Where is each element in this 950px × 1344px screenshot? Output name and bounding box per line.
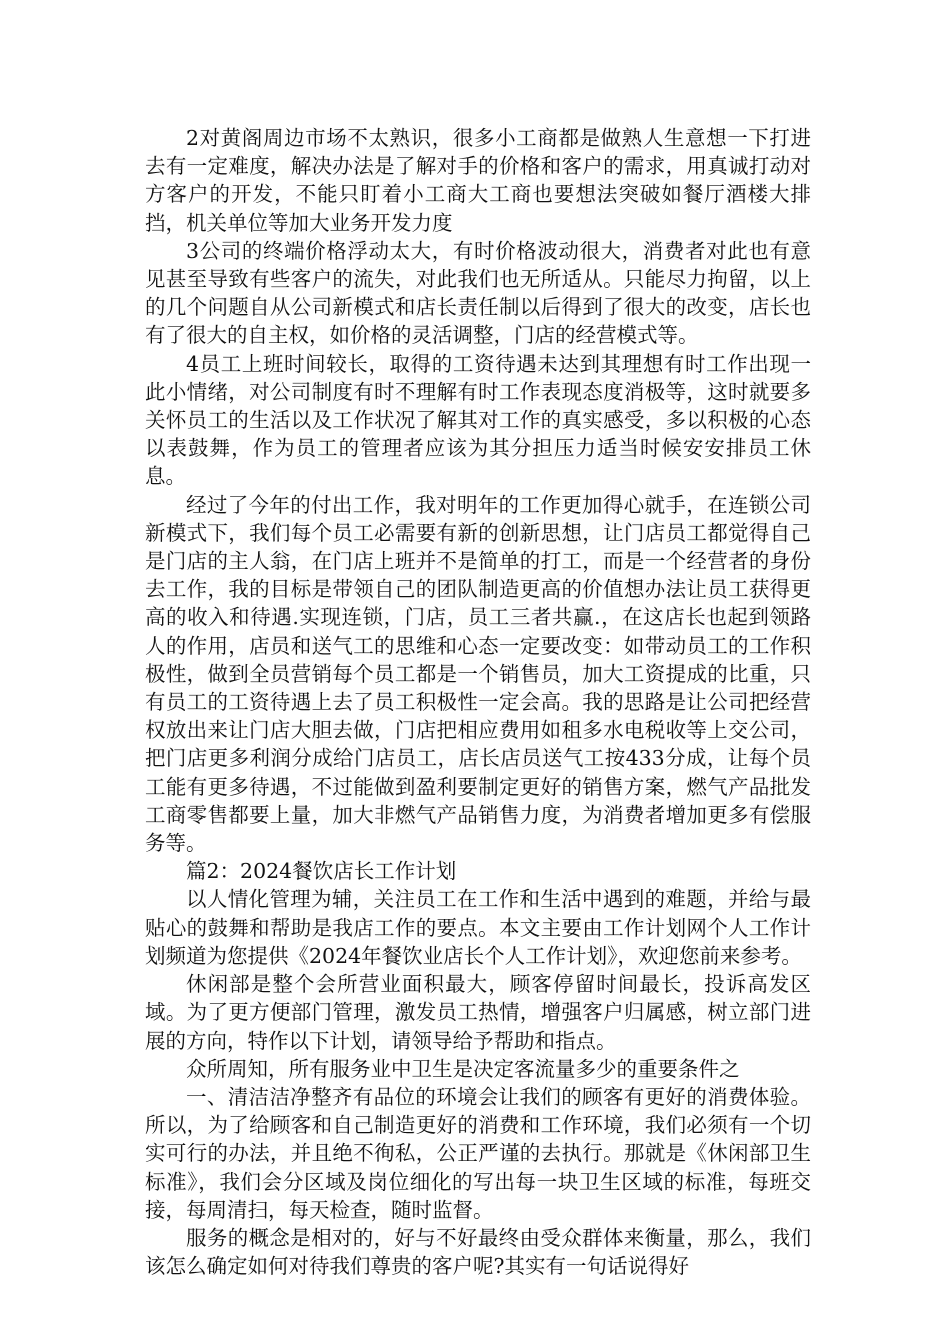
paragraph: 服务的概念是相对的，好与不好最终由受众群体来衡量，那么，我们该怎么确定如何对待我们尊贵的客户呢?其实有一句话说得好 bbox=[145, 1225, 811, 1279]
paragraph: 一、清洁洁净整齐有品位的环境会让我们的顾客有更好的消费体验。所以，为了给顾客和自己制造更好的消费和工作环境，我们必须有一个切实可行的办法，并且绝不徇私，公正严谨的去执行。那就是《休闲部卫生标准》，我们会分区域及岗位细化的写出每一块卫生区域的标准，每班交接，每周清扫，每天检查，随时监督。 bbox=[145, 1084, 811, 1222]
paragraph: 以人情化管理为辅，关注员工在工作和生活中遇到的难题，并给与最贴心的鼓舞和帮助是我店工作的要点。本文主要由工作计划网个人工作计划频道为您提供《2024年餐饮业店长个人工作计划》，欢迎您前来参考。 bbox=[145, 887, 811, 968]
section-heading: 篇2：2024餐饮店长工作计划 bbox=[186, 859, 457, 884]
paragraph: 经过了今年的付出工作，我对明年的工作更加得心就手，在连锁公司新模式下，我们每个员工必需要有新的创新思想，让门店员工都觉得自己是门店的主人翁，在门店上班并不是简单的打工，而是一个经营者的身份去工作，我的目标是带领自己的团队制造更高的价值想办法让员工获得更高的收入和待遇.实现连锁，门店，员工三者共赢.，在这店长也起到领路人的作用，店员和送气工的思维和心态一定要改变：如带动员工的工作积极性，做到全员营销每个员工都是一个销售员，加大工资提成的比重，只有员工的工资待遇上去了员工积极性一定会高。我的思路是让公司把经营权放出来让门店大胆去做，门店把相应费用如租多水电税收等上交公司，把门店更多利润分成给门店员工，店长店员送气工按433分成，让每个员工能有更多待遇，不过能做到盈利要制定更好的销售方案，燃气产品批发工商零售都要上量，加大非燃气产品销售力度，为消费者增加更多有偿服务等。 bbox=[145, 492, 811, 856]
paragraph: 众所周知，所有服务业中卫生是决定客流量多少的重要条件之 bbox=[186, 1056, 740, 1081]
paragraph: 3公司的终端价格浮动太大，有时价格波动很大，消费者对此也有意见甚至导致有些客户的流失，对此我们也无所适从。只能尽力拘留，以上的几个问题自从公司新模式和店长责任制以后得到了很大的改变，店长也有了很大的自主权，如价格的灵活调整，门店的经营模式等。 bbox=[145, 238, 811, 348]
document-body bbox=[145, 124, 811, 1280]
paragraph: 2对黄阁周边市场不太熟识，很多小工商都是做熟人生意想一下打进去有一定难度，解决办法是了解对手的价格和客户的需求，用真诚打动对方客户的开发，不能只盯着小工商大工商也要想法突破如餐厅酒楼大排挡，机关单位等加大业务开发力度 bbox=[145, 126, 811, 235]
paragraph: 休闲部是整个会所营业面积最大，顾客停留时间最长，投诉高发区域。为了更方便部门管理，激发员工热情，增强客户归属感，树立部门进展的方向，特作以下计划，请领导给予帮助和指点。 bbox=[145, 972, 811, 1053]
paragraph: 4员工上班时间较长，取得的工资待遇未达到其理想有时工作出现一此小情绪，对公司制度有时不理解有时工作表现态度消极等，这时就要多关怀员工的生活以及工作状况了解其对工作的真实感受，多以积极的心态以表鼓舞，作为员工的管理者应该为其分担压力适当时候安安排员工休息。 bbox=[145, 351, 811, 489]
